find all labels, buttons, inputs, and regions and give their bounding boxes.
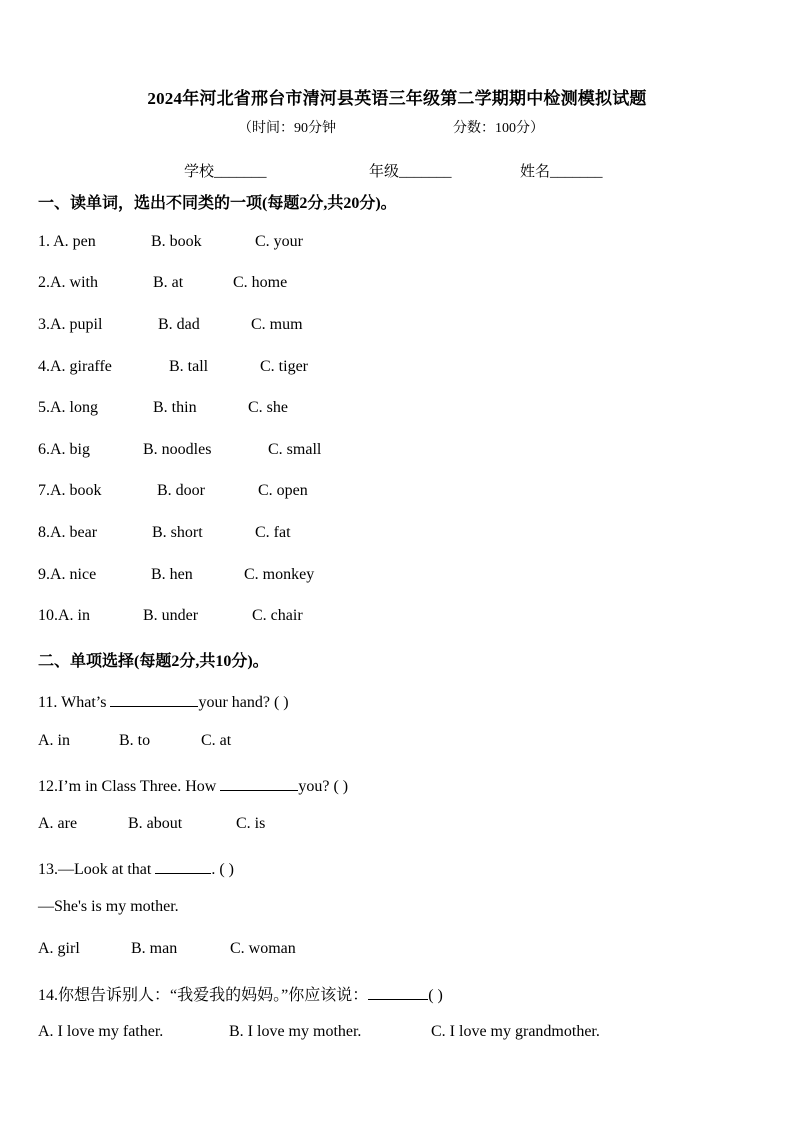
question-2-option-c: C. home (233, 274, 288, 291)
grade-field: 年级_______ (369, 164, 452, 180)
question-9-option-b: B. hen (151, 566, 193, 583)
question-5-option-a: 5.A. long (38, 399, 98, 416)
question-6-option-c: C. small (268, 441, 322, 458)
question-11 (38, 690, 289, 712)
question-12-blank (220, 774, 298, 791)
exam-title: 2024年河北省邢台市清河县英语三年级第二学期期中检测模拟试题 (147, 89, 647, 108)
question-4-option-a: 4.A. giraffe (38, 358, 112, 375)
question-2-option-a: 2.A. with (38, 274, 98, 291)
question-8-option-c: C. fat (255, 524, 291, 541)
question-13-answer-line: —She's is my mother. (38, 898, 179, 915)
question-11-option-b: B. to (119, 732, 151, 749)
question-11-option-c: C. at (201, 732, 232, 749)
question-13-option-a: A. girl (38, 940, 80, 957)
question-7-option-a: 7.A. book (38, 482, 102, 499)
question-1-option-c: C. your (255, 233, 303, 250)
question-6-option-b: B. noodles (143, 441, 212, 458)
question-11-text-end: your hand? ( ) (198, 694, 289, 711)
question-12-text-end: you? ( ) (298, 778, 349, 795)
question-12-option-b: B. about (128, 815, 183, 832)
question-13-text-end: . ( ) (211, 861, 234, 878)
question-12 (38, 774, 348, 796)
exam-time: （时间：90分钟 (238, 121, 336, 136)
question-3-option-c: C. mum (251, 316, 303, 333)
question-13-text: 13.—Look at that (38, 861, 156, 878)
question-6-option-a: 6.A. big (38, 441, 90, 458)
question-14-option-a: A. I love my father. (38, 1023, 164, 1040)
question-9-option-c: C. monkey (244, 566, 315, 583)
question-1-option-b: B. book (151, 233, 202, 250)
question-8-option-b: B. short (152, 524, 203, 541)
question-7-option-b: B. door (157, 482, 205, 499)
name-field: 姓名_______ (520, 164, 603, 180)
question-14-option-c: C. I love my grandmother. (431, 1023, 600, 1040)
question-14-text-end: ( ) (428, 987, 443, 1004)
section-1-heading: 一、读单词，选出不同类的一项(每题2分,共20分)。 (38, 195, 397, 212)
school-field: 学校_______ (184, 164, 267, 180)
exam-score: 分数：100分） (453, 121, 544, 136)
question-12-option-a: A. are (38, 815, 78, 832)
question-7-option-c: C. open (258, 482, 308, 499)
question-10-option-b: B. under (143, 607, 199, 624)
question-3-option-a: 3.A. pupil (38, 316, 103, 333)
question-14 (38, 982, 443, 1005)
question-13-option-c: C. woman (230, 940, 296, 957)
question-12-text: 12.I’m in Class Three. How (38, 778, 221, 795)
question-12-option-c: C. is (236, 815, 266, 832)
question-1-option-a: 1. A. pen (38, 233, 96, 250)
question-3-option-b: B. dad (158, 316, 200, 333)
question-8-option-a: 8.A. bear (38, 524, 98, 541)
question-13 (38, 857, 234, 879)
question-11-text: 11. What’s (38, 694, 111, 711)
question-11-option-a: A. in (38, 732, 70, 749)
question-11-blank (110, 690, 198, 707)
question-14-blank (368, 983, 428, 1000)
question-9-option-a: 9.A. nice (38, 566, 97, 583)
question-5-option-b: B. thin (153, 399, 197, 416)
question-10-option-c: C. chair (252, 607, 303, 624)
question-5-option-c: C. she (248, 399, 288, 416)
question-14-option-b: B. I love my mother. (229, 1023, 362, 1040)
question-10-option-a: 10.A. in (38, 607, 90, 624)
question-13-option-b: B. man (131, 940, 178, 957)
question-14-text: 14.你想告诉别人：“我爱我的妈妈。”你应该说： (38, 987, 369, 1004)
question-4-option-c: C. tiger (260, 358, 308, 375)
question-13-blank (155, 857, 211, 874)
section-2-heading: 二、单项选择(每题2分,共10分)。 (38, 653, 269, 670)
question-4-option-b: B. tall (169, 358, 209, 375)
question-2-option-b: B. at (153, 274, 184, 291)
